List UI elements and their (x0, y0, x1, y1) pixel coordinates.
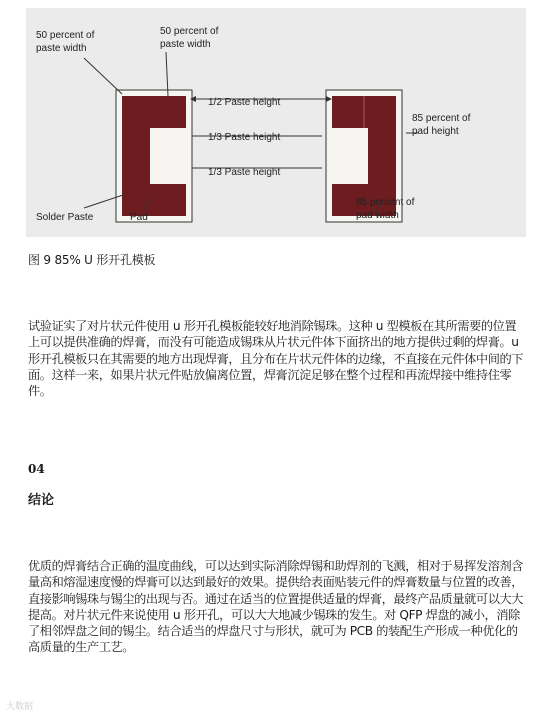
body-paragraph-conclusion: 优质的焊膏结合正确的温度曲线，可以达到实际消除焊锡和助焊剂的飞溅，相对于易挥发溶剂含量高和熔湿速度慢的焊膏可以达到最好的效果。提供给表面贴装元件的焊膏数量与位置的改善，直接影响锡珠与锡尘的出现与否。通过在适当的位置提供适量的焊膏，最终产品质量就可以大大提高。对片状元件来说使用 u 形开孔，可以大大地减少锡珠的发生。对 QFP 焊盘的减小，消除了相邻焊盘之间的锡尘。结合适当的焊盘尺寸与形状，就可为 PCB 的装配生产形成一种优化的高质量的生产工艺。 (28, 559, 524, 655)
stencil-aperture-figure (26, 8, 526, 237)
pad-height-label-line2: pad height (412, 126, 459, 137)
pad-height-label-line1: 85 percent of (412, 113, 471, 124)
watermark: 大数据 (6, 702, 34, 712)
paste-width-left-label-line1: 50 percent of (36, 30, 95, 41)
third-paste-height-mid-label: 1/3 Paste height (208, 132, 281, 143)
section-title: 结论 (28, 493, 55, 508)
half-paste-height-label: 1/2 Paste height (208, 97, 281, 108)
figure-caption: 图 9 85% U 形开孔模板 (28, 253, 156, 267)
section-number: 04 (28, 462, 45, 476)
third-paste-height-bottom-label: 1/3 Paste height (208, 167, 281, 178)
pad-width-label-line2: pad width (356, 210, 399, 221)
u-aperture-diagram (26, 8, 526, 237)
paste-width-left-label-line2: paste width (36, 43, 87, 54)
paste-width-right-label-line2: paste width (160, 39, 211, 50)
pad-width-label-line1: 85 percent of (356, 197, 415, 208)
paste-width-right-label-line1: 50 percent of (160, 26, 219, 37)
body-paragraph-u-stencil: 试验证实了对片状元件使用 u 形开孔模板能较好地消除锡珠。这种 u 型模板在其所需要的位置上可以提供准确的焊膏，而没有可能造成锡珠从片状元件体下面挤出的地方提供过剩的焊膏。u 形开孔模板只在其需要的地方出现焊膏，且分布在片状元件体的边缘，不直接在元件体中间的下面。这样一来，如果片状元件贴放偏离位置，焊膏沉淀足够在整个过程和再流焊接中维持住零件。 (28, 319, 524, 399)
solder-paste-label: Solder Paste (36, 212, 94, 223)
pad-label: Pad (130, 212, 148, 223)
